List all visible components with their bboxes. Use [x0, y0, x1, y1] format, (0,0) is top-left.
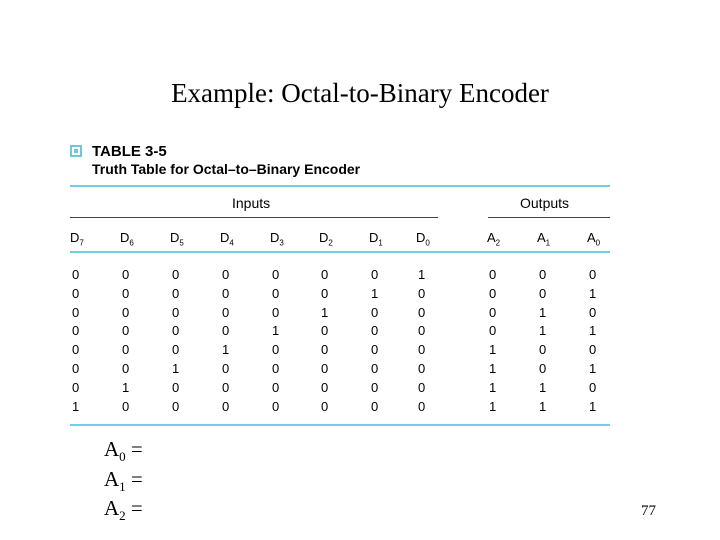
input-header-label [369, 230, 383, 248]
output-cell: 1 [539, 379, 547, 395]
input-cell: 0 [321, 342, 329, 358]
input-cell: 0 [272, 379, 280, 395]
input-cell: 0 [371, 361, 379, 376]
input-header-d4 [220, 230, 234, 248]
input-cell: 0 [122, 267, 130, 282]
equation-variable [104, 467, 126, 495]
output-header-label-subscript: 1 [545, 238, 551, 248]
input-cell: 0 [122, 304, 130, 320]
input-cell: 0 [222, 361, 230, 376]
output-header-a1 [537, 230, 550, 248]
table-marker-icon [70, 145, 82, 157]
input-cell: 0 [272, 361, 280, 376]
input-cell: 0 [418, 379, 426, 395]
input-header-d5 [170, 230, 184, 248]
input-cell: 0 [321, 361, 329, 376]
equation-variable [104, 437, 126, 465]
input-cell: 0 [418, 323, 426, 339]
equation-variable-base: A [104, 467, 120, 491]
slide-title: Example: Octal-to-Binary Encoder [171, 78, 549, 108]
inputs-group-rule [70, 217, 438, 218]
output-cell: 1 [539, 304, 547, 320]
output-cell: 1 [489, 398, 497, 414]
output-cell: 0 [589, 267, 597, 282]
input-cell: 0 [371, 398, 379, 414]
input-header-d6 [120, 230, 134, 248]
input-cell: 0 [122, 361, 130, 376]
input-cell: 1 [321, 304, 329, 320]
output-cell: 1 [589, 398, 597, 414]
table-label: TABLE 3-5 [92, 143, 167, 160]
output-cell: 0 [489, 267, 497, 282]
input-cell: 0 [122, 323, 130, 339]
equals-sign: = [125, 467, 143, 491]
input-cell: 1 [418, 267, 426, 282]
output-header-label-base: A [537, 230, 546, 245]
input-cell: 0 [222, 285, 230, 301]
output-cell: 1 [489, 342, 497, 358]
input-cell: 0 [72, 379, 80, 395]
input-header-label-subscript: 2 [328, 238, 333, 248]
table-caption: Truth Table for Octal–to–Binary Encoder [92, 161, 361, 177]
equation-variable-base: A [104, 437, 120, 461]
output-header-label [487, 230, 501, 248]
input-cell: 0 [72, 323, 80, 339]
input-cell: 0 [371, 342, 379, 358]
input-cell: 1 [122, 379, 130, 395]
input-cell: 0 [72, 342, 80, 358]
output-header-label-base: A [487, 230, 496, 245]
equation-variable [104, 496, 126, 524]
output-cell: 0 [539, 285, 547, 301]
input-cell: 0 [172, 285, 180, 301]
input-header-label-base: D [170, 230, 180, 245]
input-cell: 1 [172, 361, 180, 376]
input-cell: 0 [222, 267, 230, 282]
input-cell: 0 [222, 398, 230, 414]
input-header-d7 [70, 230, 84, 248]
input-cell: 0 [222, 304, 230, 320]
input-cell: 0 [72, 361, 80, 376]
output-cell: 0 [489, 285, 497, 301]
header-bottom-rule [70, 251, 610, 253]
input-cell: 0 [321, 323, 329, 339]
input-header-label-subscript: 3 [279, 238, 284, 248]
equation-variable-subscript: 0 [119, 449, 126, 465]
input-header-label-subscript: 4 [229, 238, 234, 248]
input-cell: 0 [72, 285, 80, 301]
input-cell: 0 [272, 267, 280, 282]
input-cell: 0 [371, 304, 379, 320]
input-header-label-base: D [220, 230, 230, 245]
input-cell: 0 [172, 398, 180, 414]
input-cell: 0 [172, 267, 180, 282]
output-cell: 1 [589, 361, 597, 376]
input-cell: 0 [72, 267, 80, 282]
output-cell: 0 [489, 304, 497, 320]
output-cell: 1 [539, 398, 547, 414]
output-cell: 0 [589, 342, 597, 358]
input-cell: 0 [321, 267, 329, 282]
input-cell: 1 [371, 285, 379, 301]
input-cell: 0 [222, 379, 230, 395]
output-header-a0 [587, 230, 600, 248]
input-cell: 0 [418, 398, 426, 414]
equation-a1 [104, 467, 143, 495]
equals-sign: = [125, 496, 143, 520]
input-header-label [416, 230, 430, 248]
output-cell: 1 [589, 323, 597, 339]
output-header-label-base: A [587, 230, 596, 245]
equation-variable-subscript: 2 [119, 508, 126, 524]
input-header-label-subscript: 6 [129, 238, 134, 248]
input-header-label [70, 230, 84, 248]
output-header-label-subscript: 2 [495, 238, 501, 248]
equation-variable-base: A [104, 496, 120, 520]
table-bottom-rule [70, 424, 610, 426]
input-cell: 0 [418, 285, 426, 301]
input-cell: 0 [371, 267, 379, 282]
output-cell: 0 [589, 379, 597, 395]
input-cell: 0 [418, 342, 426, 358]
input-cell: 0 [122, 285, 130, 301]
input-header-d0 [416, 230, 430, 248]
output-cell: 1 [589, 285, 597, 301]
inputs-group-label: Inputs [232, 195, 271, 211]
page-number: 77 [641, 503, 656, 519]
input-header-label-base: D [70, 230, 80, 245]
output-cell: 0 [589, 304, 597, 320]
input-header-label-base: D [369, 230, 379, 245]
output-cell: 1 [489, 379, 497, 395]
input-header-label [270, 230, 284, 248]
input-cell: 0 [272, 398, 280, 414]
input-cell: 0 [172, 323, 180, 339]
equation-a0 [104, 437, 143, 465]
input-header-label-subscript: 1 [378, 238, 383, 248]
input-cell: 1 [72, 398, 80, 414]
input-cell: 0 [172, 342, 180, 358]
input-cell: 0 [418, 304, 426, 320]
input-cell: 0 [172, 379, 180, 395]
input-cell: 0 [172, 304, 180, 320]
input-header-label-subscript: 7 [79, 238, 84, 248]
output-cell: 0 [539, 267, 547, 282]
outputs-group-rule [488, 217, 610, 218]
input-cell: 0 [222, 323, 230, 339]
output-cell: 1 [539, 323, 547, 339]
input-header-label [319, 230, 333, 248]
output-cell: 0 [489, 323, 497, 339]
input-cell: 0 [418, 361, 426, 376]
input-cell: 0 [321, 379, 329, 395]
input-cell: 0 [272, 285, 280, 301]
input-cell: 0 [72, 304, 80, 320]
input-header-d3 [270, 230, 284, 248]
input-header-d1 [369, 230, 383, 248]
input-cell: 1 [272, 323, 280, 339]
input-header-label-base: D [319, 230, 329, 245]
input-header-label-base: D [120, 230, 130, 245]
outputs-group-label: Outputs [520, 195, 570, 211]
equals-sign: = [125, 437, 143, 461]
input-cell: 0 [122, 398, 130, 414]
input-header-label [220, 230, 234, 248]
input-header-d2 [319, 230, 333, 248]
input-cell: 0 [272, 304, 280, 320]
input-cell: 0 [122, 342, 130, 358]
input-header-label-base: D [416, 230, 426, 245]
output-cell: 0 [539, 342, 547, 358]
table-top-rule [70, 185, 610, 187]
equation-a2 [104, 496, 143, 524]
input-cell: 0 [321, 398, 329, 414]
input-cell: 0 [321, 285, 329, 301]
input-cell: 1 [222, 342, 230, 358]
input-header-label-base: D [270, 230, 280, 245]
input-header-label-subscript: 5 [179, 238, 184, 248]
input-header-label [170, 230, 184, 248]
equation-variable-subscript: 1 [119, 479, 126, 495]
input-header-label [120, 230, 134, 248]
output-header-label [537, 230, 551, 248]
input-cell: 0 [371, 379, 379, 395]
input-cell: 0 [272, 342, 280, 358]
output-header-label [587, 230, 601, 248]
output-cell: 0 [539, 361, 547, 376]
input-header-label-subscript: 0 [425, 238, 430, 248]
output-header-label-subscript: 0 [595, 238, 601, 248]
input-cell: 0 [371, 323, 379, 339]
output-cell: 1 [489, 361, 497, 376]
output-header-a2 [487, 230, 500, 248]
